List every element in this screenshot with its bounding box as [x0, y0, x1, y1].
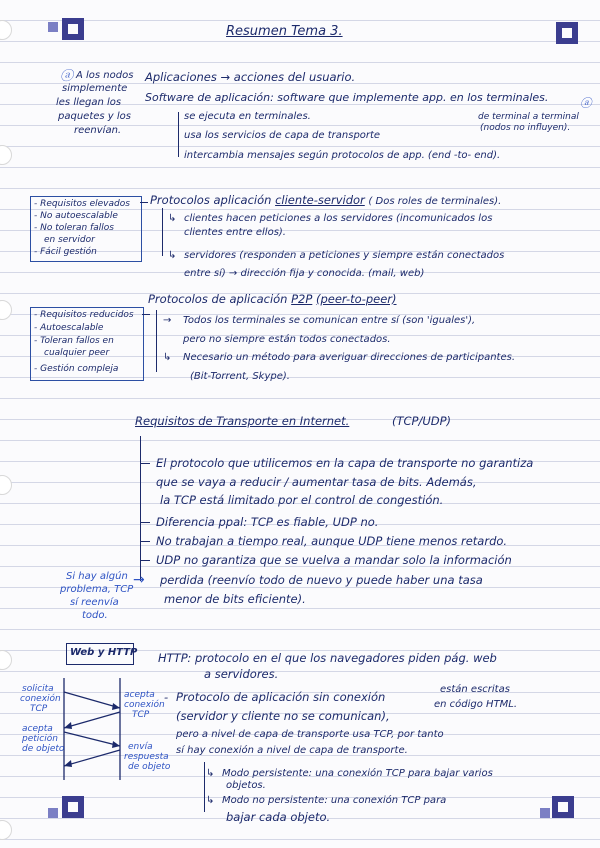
- section-heading: Requisitos de Transporte en Internet.: [135, 414, 350, 428]
- side-note: (nodos no influyen).: [480, 123, 571, 133]
- list-item: (Bit-Torrent, Skype).: [190, 371, 290, 382]
- diagram-label: acepta: [22, 724, 53, 734]
- body-line: pero a nivel de capa de transporte usa TCP, por tanto: [176, 729, 444, 740]
- body-line: Diferencia ppal: TCP es fiable, UDP no.: [156, 515, 379, 529]
- list-item: Modo no persistente: una conexión TCP para: [222, 795, 447, 806]
- box-line: - Toleran fallos en: [34, 336, 114, 346]
- list-item: Todos los terminales se comunican entre sí (son 'iguales'),: [183, 315, 476, 326]
- arrow-icon: ↳: [163, 352, 172, 363]
- margin-note: les llegan los: [56, 97, 122, 108]
- box-line: en servidor: [44, 235, 95, 245]
- diagram-label: TCP: [132, 710, 150, 720]
- heading-text: Protocolos de aplicación: [148, 292, 288, 306]
- dash-marker: -: [164, 690, 169, 704]
- body-line: El protocolo que utilicemos en la capa de transporte no garantiza: [156, 456, 534, 470]
- body-line: menor de bits eficiente).: [164, 592, 306, 606]
- side-note: problema, TCP: [60, 584, 134, 595]
- list-item: se ejecuta en terminales.: [184, 111, 311, 122]
- box-line: - Requisitos elevados: [34, 199, 130, 209]
- box-line: - Requisitos reducidos: [34, 310, 134, 320]
- diagram-label: respuesta: [124, 752, 169, 762]
- side-note: en código HTML.: [434, 699, 518, 710]
- list-item: clientes entre ellos).: [184, 227, 286, 238]
- margin-note: reenvían.: [74, 125, 122, 136]
- body-line: HTTP: protocolo en el que los navegadores piden pág. web: [158, 651, 497, 665]
- body-line: Software de aplicación: software que implemente app. en los terminales.: [145, 91, 549, 104]
- diagram-label: de objeto: [22, 744, 65, 754]
- arrow-icon: ↳: [168, 250, 177, 261]
- margin-note: A los nodos: [76, 70, 134, 81]
- body-line: UDP no garantiza que se vuelva a mandar solo la información: [156, 553, 512, 567]
- list-item: entre sí) → dirección fija y conocida. (mail, web): [184, 268, 425, 279]
- body-line: No trabajan a tiempo real, aunque UDP tiene menos retardo.: [156, 534, 508, 548]
- arrow-icon: →: [163, 315, 172, 326]
- body-line: sí hay conexión a nivel de capa de transporte.: [176, 745, 408, 756]
- list-item: Modo persistente: una conexión TCP para bajar varios: [222, 768, 493, 779]
- page-title: Resumen Tema 3.: [226, 24, 343, 39]
- arrow-icon: ↳: [168, 213, 177, 224]
- diagram-label: acepta: [124, 690, 155, 700]
- arrow-icon: ↳: [206, 795, 215, 806]
- arrow-icon: ↳: [206, 768, 215, 779]
- diagram-label: petición: [22, 734, 58, 744]
- arrow-icon: →: [133, 572, 145, 588]
- diagram-label: de objeto: [128, 762, 171, 772]
- body-line: Protocolo de aplicación sin conexión: [176, 690, 386, 704]
- body-line: a servidores.: [204, 667, 279, 681]
- side-note: de terminal a terminal: [478, 112, 579, 122]
- box-line: - Fácil gestión: [34, 247, 97, 257]
- diagram-label: envía: [128, 742, 153, 752]
- box-line: - No autoescalable: [34, 211, 118, 221]
- margin-note: simplemente: [62, 83, 128, 94]
- diagram-label: TCP: [30, 704, 48, 714]
- list-item: usa los servicios de capa de transporte: [184, 130, 381, 141]
- box-line: - Autoescalable: [34, 323, 104, 333]
- diagram-label: conexión: [124, 700, 165, 710]
- list-item: pero no siempre están todos conectados.: [183, 334, 391, 345]
- side-note: Si hay algún: [66, 571, 128, 582]
- list-item: objetos.: [226, 780, 266, 791]
- list-item: Necesario un método para averiguar direcciones de participantes.: [183, 352, 516, 363]
- circled-a-icon: ⓐ: [60, 69, 74, 84]
- diagram-label: solicita: [22, 684, 54, 694]
- box-line: - No toleran fallos: [34, 223, 114, 233]
- list-item: intercambia mensajes según protocolos de app. (end -to- end).: [184, 150, 501, 161]
- heading-note: ( Dos roles de terminales).: [368, 196, 502, 207]
- section-heading: Aplicaciones → acciones del usuario.: [145, 70, 356, 84]
- list-item: bajar cada objeto.: [226, 810, 331, 824]
- body-line: la TCP está limitado por el control de congestión.: [160, 493, 444, 507]
- heading-keyword: P2P: [291, 292, 313, 306]
- margin-note: paquetes y los: [58, 111, 131, 122]
- heading-note: (peer-to-peer): [315, 292, 397, 306]
- heading-text: Protocolos aplicación: [150, 193, 272, 207]
- box-line: cualquier peer: [44, 348, 110, 358]
- list-item: servidores (responden a peticiones y siempre están conectados: [184, 250, 505, 261]
- section-box-label: Web y HTTP: [70, 647, 138, 658]
- section-tag: (TCP/UDP): [392, 414, 452, 428]
- body-line: que se vaya a reducir / aumentar tasa de bits. Además,: [156, 475, 477, 489]
- body-line: perdida (reenvío todo de nuevo y puede haber una tasa: [160, 573, 483, 587]
- side-note: están escritas: [440, 684, 510, 695]
- body-line: (servidor y cliente no se comunican),: [176, 709, 390, 723]
- list-item: clientes hacen peticiones a los servidores (incomunicados los: [184, 213, 493, 224]
- circled-a-icon: ⓐ: [580, 96, 592, 110]
- box-line: - Gestión compleja: [34, 364, 119, 374]
- diagram-label: conexión: [20, 694, 61, 704]
- heading-keyword: cliente-servidor: [275, 193, 365, 207]
- side-note: sí reenvía: [70, 597, 119, 608]
- side-note: todo.: [82, 610, 108, 621]
